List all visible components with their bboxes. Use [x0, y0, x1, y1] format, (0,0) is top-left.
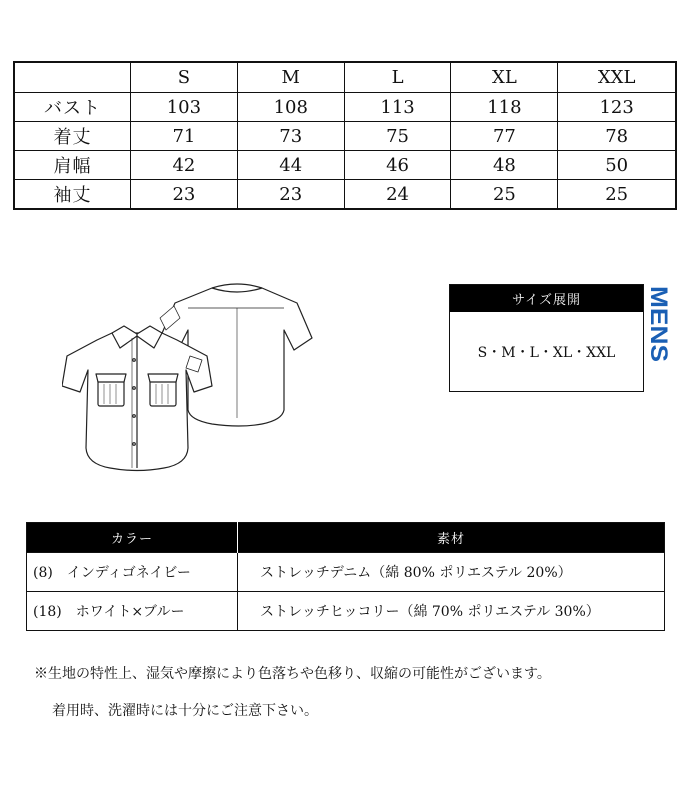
size-cell: 123: [558, 93, 676, 122]
size-cell: 78: [558, 122, 676, 151]
size-header-row: [14, 62, 676, 93]
size-cell: 44: [237, 151, 344, 180]
color-material-table: [26, 522, 665, 631]
size-row-sleeve: [14, 180, 676, 210]
size-cell: 42: [131, 151, 238, 180]
size-column-header: XL: [451, 62, 558, 93]
color-name: (18) ホワイト×ブルー: [27, 592, 238, 631]
size-range-box: [449, 284, 644, 392]
size-cell: 25: [558, 180, 676, 210]
gender-label: [645, 284, 675, 364]
gender-label-text: MENS: [645, 286, 672, 356]
size-cell: 71: [131, 122, 238, 151]
color-row: [27, 553, 665, 592]
size-cell: 25: [451, 180, 558, 210]
size-cell: 113: [344, 93, 451, 122]
size-row-label: 肩幅: [14, 151, 131, 180]
size-row-bust: [14, 93, 676, 122]
size-range-values: S・M・L・XL・XXL: [477, 344, 616, 361]
size-cell: 108: [237, 93, 344, 122]
size-cell: 103: [131, 93, 238, 122]
size-cell: 77: [451, 122, 558, 151]
size-cell: 73: [237, 122, 344, 151]
size-table: [13, 61, 677, 210]
shirt-illustration: [62, 268, 322, 488]
color-header: カラー: [27, 523, 238, 553]
material-name: ストレッチデニム（綿 80% ポリエステル 20%）: [238, 553, 665, 592]
size-column-header: M: [237, 62, 344, 93]
size-row-length: [14, 122, 676, 151]
size-cell: 118: [451, 93, 558, 122]
color-table-header: [27, 523, 665, 553]
color-row: [27, 592, 665, 631]
size-range-header: サイズ展開: [450, 285, 643, 312]
size-column-header: S: [131, 62, 238, 93]
size-cell: 50: [558, 151, 676, 180]
care-note: ※生地の特性上、湿気や摩擦により色落ちや色移り、収縮の可能性がございます。: [34, 666, 551, 682]
color-name: (8) インディゴネイビー: [27, 553, 238, 592]
size-cell: 24: [344, 180, 451, 210]
size-column-header: XXL: [558, 62, 676, 93]
material-name: ストレッチヒッコリー（綿 70% ポリエステル 30%）: [238, 592, 665, 631]
size-cell: 46: [344, 151, 451, 180]
size-row-label: 袖丈: [14, 180, 131, 210]
material-header: 素材: [238, 523, 665, 553]
care-note: 着用時、洗濯時には十分にご注意下さい。: [52, 703, 318, 719]
size-cell: 23: [237, 180, 344, 210]
size-cell: 48: [451, 151, 558, 180]
size-table-corner: [14, 62, 131, 93]
size-row-shoulder: [14, 151, 676, 180]
size-row-label: バスト: [14, 93, 131, 122]
size-row-label: 着丈: [14, 122, 131, 151]
size-cell: 23: [131, 180, 238, 210]
size-column-header: L: [344, 62, 451, 93]
size-cell: 75: [344, 122, 451, 151]
